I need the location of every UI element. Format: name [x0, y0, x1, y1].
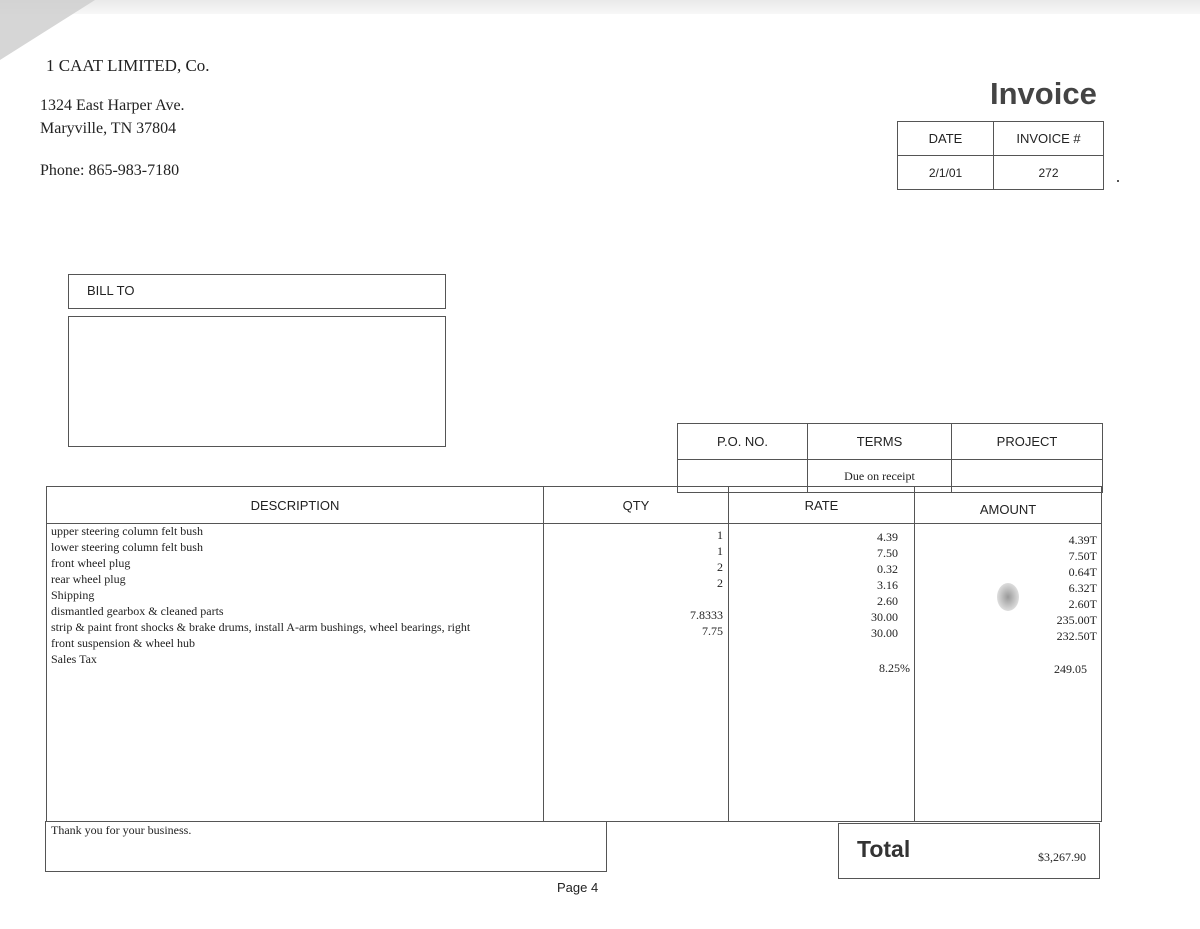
terms-value: Due on receipt	[844, 468, 915, 483]
rate-cell: 3.16	[877, 578, 898, 592]
qty-cell: 1	[717, 528, 723, 542]
company-street: 1324 East Harper Ave.	[40, 97, 185, 114]
total-value: $3,267.90	[1038, 850, 1086, 864]
amount-cell: 0.64T	[1068, 565, 1097, 579]
table-row: upper steering column felt bush	[51, 524, 203, 538]
company-city: Maryville, TN 37804	[40, 120, 177, 137]
rate-cell: 30.00	[871, 626, 898, 640]
invoice-number-label: INVOICE #	[1016, 131, 1081, 146]
table-row: front wheel plug	[51, 556, 131, 570]
amount-cell: 232.50T	[1056, 629, 1097, 643]
page-number: Page 4	[557, 880, 599, 895]
rate-cell: 2.60	[877, 594, 898, 608]
folded-corner	[0, 0, 95, 60]
amount-cell: 235.00T	[1056, 613, 1097, 627]
rate-cell: 4.39	[877, 530, 898, 544]
table-row: Sales Tax	[51, 652, 97, 666]
table-row: rear wheel plug	[51, 572, 126, 586]
bill-to-box	[68, 316, 446, 447]
thanks-box	[45, 821, 607, 872]
invoice-number: 272	[1038, 165, 1059, 180]
order-info-box	[677, 423, 1103, 493]
amount-list	[990, 532, 1097, 644]
qty-cell: 7.8333	[690, 608, 723, 622]
bill-to-header	[68, 274, 446, 309]
table-row: front suspension & wheel hub	[51, 636, 195, 650]
company-phone: Phone: 865-983-7180	[40, 162, 180, 179]
amount-cell: 2.60T	[1068, 597, 1097, 611]
table-row: Shipping	[51, 588, 95, 602]
description-list	[51, 523, 470, 667]
sales-tax-amount: 249.05	[1054, 662, 1087, 676]
date-label: DATE	[928, 131, 963, 146]
scan-edge	[0, 0, 1200, 14]
qty-cell: 2	[717, 560, 723, 574]
table-row: dismantled gearbox & cleaned parts	[51, 604, 224, 618]
total-box	[838, 823, 1100, 879]
amount-cell: 6.32T	[1068, 581, 1097, 595]
column-description: DESCRIPTION	[250, 497, 340, 513]
rate-cell: 0.32	[877, 562, 898, 576]
qty-list	[630, 527, 723, 639]
column-rate: RATE	[804, 497, 839, 513]
po-label: P.O. NO.	[716, 434, 769, 449]
header-box	[897, 121, 1104, 190]
table-row: lower steering column felt bush	[51, 540, 203, 554]
rate-cell: 7.50	[877, 546, 898, 560]
speck	[1117, 180, 1119, 182]
qty-cell: 7.75	[702, 624, 723, 638]
qty-cell	[630, 591, 723, 607]
rate-list	[800, 529, 898, 641]
amount-cell: 7.50T	[1068, 549, 1097, 563]
qty-cell: 1	[717, 544, 723, 558]
company-name: 1 CAAT LIMITED, Co.	[46, 56, 210, 75]
thanks-message: Thank you for your business.	[51, 823, 192, 837]
sales-tax-rate: 8.25%	[879, 661, 910, 675]
rate-cell: 30.00	[871, 610, 898, 624]
amount-cell: 4.39T	[1068, 533, 1097, 547]
qty-cell: 2	[717, 576, 723, 590]
invoice-date: 2/1/01	[928, 165, 963, 180]
column-amount: AMOUNT	[979, 501, 1037, 517]
invoice-title: Invoice	[990, 76, 1097, 111]
column-qty: QTY	[622, 497, 650, 513]
bill-to-label: BILL TO	[87, 283, 135, 298]
terms-label: TERMS	[856, 434, 903, 449]
project-label: PROJECT	[996, 434, 1058, 449]
table-row: strip & paint front shocks & brake drums, install A-arm bushings, wheel bearings, right	[51, 620, 471, 634]
total-label: Total	[857, 836, 911, 862]
